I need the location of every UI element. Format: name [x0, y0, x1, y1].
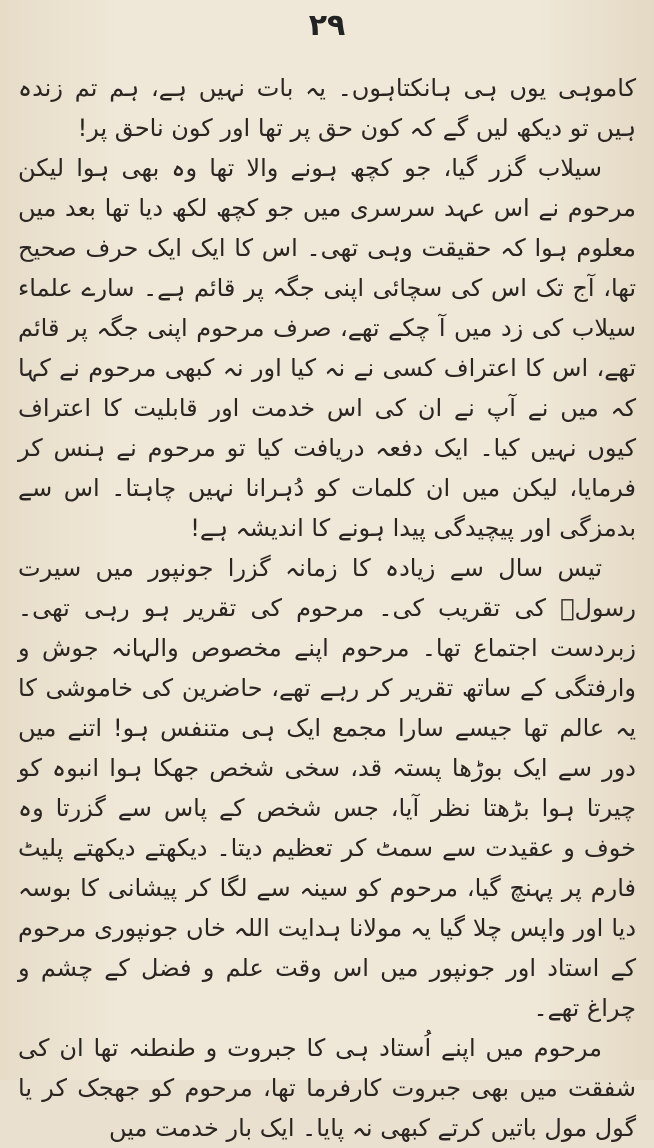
paragraph-4: مرحوم میں اپنے اُستاد ہی کا جبروت و طنطنہ تھا ان کی شفقت میں بھی جبروت کارفرما تھا، مرحوم کو جھجک کر یا گول مول باتیں کرتے کبھی نہ پایا۔ ایک بار خدمت میں [18, 1034, 636, 1142]
page-number: ۲۹ [308, 8, 346, 43]
paragraph-1: کاموہی یوں ہی ہانکتاہوں۔ یہ بات نہیں ہے، ہم تم زندہ ہیں تو دیکھ لیں گے کہ کون حق پر تھا اور کون ناحق پر! [18, 74, 636, 142]
body-text [18, 68, 636, 1148]
paragraph-3: تیس سال سے زیادہ کا زمانہ گزرا جونپور میں سیرت رسولؐ کی تقریب کی۔ مرحوم کی تقریر ہو رہی تھی۔ زبردست اجتماع تھا۔ مرحوم اپنے مخصوص والہانہ جوش و وارفتگی کے ساتھ تقریر کر رہے تھے، حاضرین کی خاموشی کا یہ عالم تھا جیسے سارا مجمع ایک ہی متنفس ہو! اتنے میں دور سے ایک بوڑھا پستہ قد، سخی شخص جھکا ہوا انبوہ کو چیرتا ہوا بڑھتا نظر آیا، جس شخص کے پاس سے گزرتا وہ خوف و عقیدت سے سمٹ کر تعظیم دیتا۔ دیکھتے دیکھتے پلیٹ فارم پر پہنچ گیا، مرحوم کو سینہ سے لگا کر پیشانی کا بوسہ دیا اور واپس چلا گیا یہ مولانا ہدایت اللہ خاں جونپوری مرحوم کے استاد اور جونپور میں اس وقت علم و فضل کے چشم و چراغ تھے۔ [18, 554, 636, 1022]
paragraph-2: سیلاب گزر گیا، جو کچھ ہونے والا تھا وہ بھی ہوا لیکن مرحوم نے اس عہد سرسری میں جو کچھ لکھ دیا تھا بعد میں معلوم ہوا کہ حقیقت وہی تھی۔ اس کا ایک ایک حرف صحیح تھا، آج تک اس کی سچائی اپنی جگہ پر قائم ہے۔ سارے علماء سیلاب کی زد میں آ چکے تھے، صرف مرحوم اپنی جگہ پر قائم تھے، اس کا اعتراف کسی نے نہ کیا اور نہ کبھی مرحوم نے کہا کہ میں نے آپ نے ان کی اس خدمت اور قابلیت کا اعتراف کیوں نہیں کیا۔ ایک دفعہ دریافت کیا تو مرحوم نے ہنس کر فرمایا، لیکن میں ان کلمات کو دُہرانا نہیں چاہتا۔ اس سے بدمزگی اور پیچیدگی پیدا ہونے کا اندیشہ ہے! [18, 154, 636, 542]
